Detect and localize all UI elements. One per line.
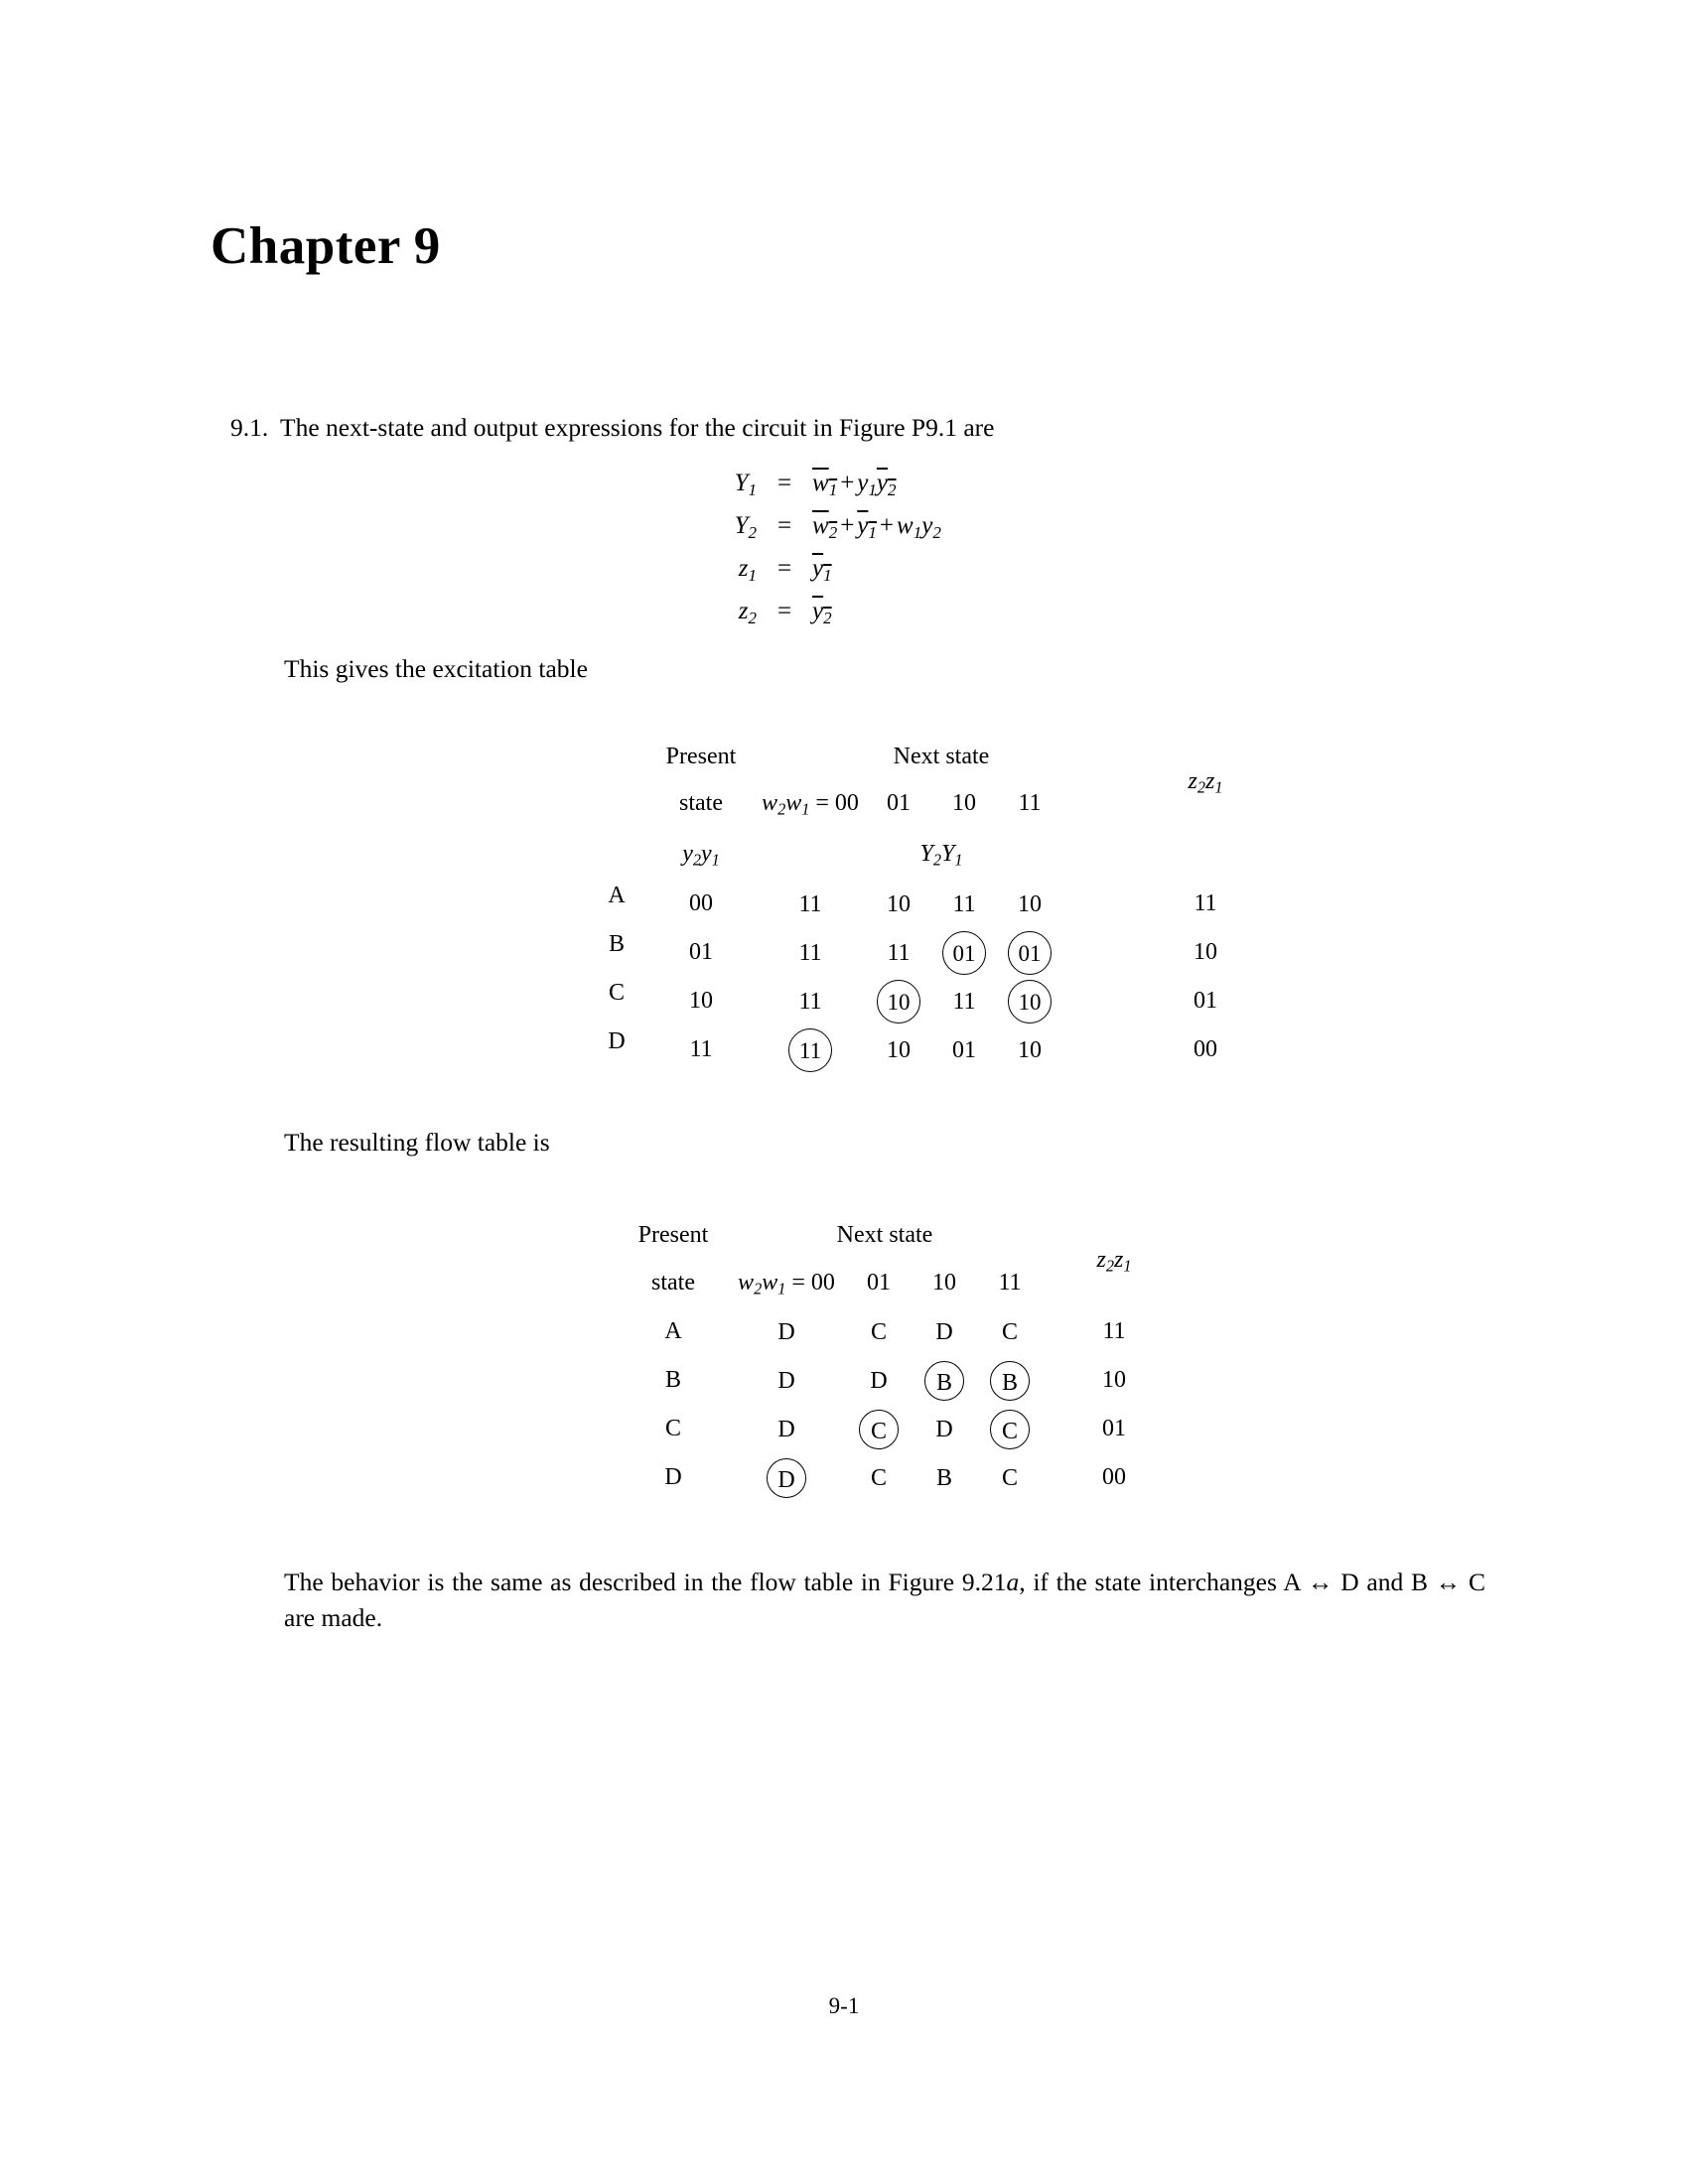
equation-equals: = [776,598,792,624]
output-value: 10 [1102,1367,1126,1393]
equation-equals: = [776,470,792,496]
next-state-cell-10: 01 [952,1036,976,1063]
next-state-cell-11: C [977,1405,1043,1453]
next-state-cell-01: D [870,1367,888,1394]
next-state-cell-10: B [935,1464,952,1491]
spacer-cell [1062,778,1128,828]
flow-table [620,1213,1160,1502]
closing-paragraph [284,1565,1485,1636]
spacer-cell [1043,1356,1068,1405]
closing-text-part2: , if the state interchanges A ↔ D and B ↔ C are made. [284,1568,1486,1633]
excitation-row-label-A: A [608,883,626,908]
table-row [620,1307,1160,1356]
next-state-cell-00: D [777,1416,795,1442]
page-footer: 9-1 [828,1993,860,2018]
spacer-cell [1043,1213,1068,1258]
problem-statement-text: The next-state and output expressions for the circuit in Figure P9.1 are [280,413,995,442]
spacer-cell [1062,880,1128,928]
next-state-cell-11: 10 [997,977,1062,1025]
next-state-cell-11: 01 [997,928,1062,977]
next-state-cell-11: 10 [1018,1036,1042,1063]
next-state-cell-00: D [777,1318,795,1345]
spacer-cell [1128,1025,1156,1074]
flow-row-label-A: A [664,1318,682,1344]
present-state-value: 10 [689,988,713,1014]
spacer-cell [1128,735,1156,778]
next-state-cell-01: C [870,1318,887,1345]
output-value: 00 [1102,1464,1126,1490]
present-state-label-line1: Present [637,1222,709,1248]
excitation-table-grid [647,735,1255,1074]
input-col-11: 11 [998,1269,1022,1296]
flow-row-label-C: C [664,1416,681,1441]
input-col-01: 01 [867,1269,891,1296]
spacer-cell [1062,1025,1128,1074]
spacer-cell [1128,778,1156,828]
next-state-cell-01: C [846,1405,912,1453]
table-row [647,928,1255,977]
spacer-cell [1043,1453,1068,1502]
output-label: $z_2z_1$ [1188,767,1223,797]
equation-rhs-z1: $y_1$ [812,555,832,585]
equation-rhs-Y2: $w_2 + y_1 + w_1y_2$ [812,512,941,542]
equation-row-Y1 [695,469,941,511]
spacer-cell [1128,928,1156,977]
output-value: 01 [1102,1416,1126,1441]
output-value: 00 [1194,1036,1217,1062]
present-state-label-line2: state [679,789,723,816]
flow-table-intro: The resulting flow table is [284,1128,550,1157]
next-state-cell-11: C [1001,1464,1018,1491]
input-col-11: 11 [1018,789,1042,816]
equation-rhs-Y1: $w_1 + y_1y_2$ [812,470,897,499]
closing-text-part1: The behavior is the same as described in the flow table in Figure 9.21 [284,1568,1007,1596]
input-col-10: 10 [932,1269,956,1296]
next-state-cell-11: 10 [1018,890,1042,917]
flow-row-label-D: D [664,1464,682,1490]
output-label: $z_2z_1$ [1096,1247,1132,1276]
table-row [647,977,1255,1025]
input-label: $w_2w_1 = 00$ [762,789,859,819]
equation-rhs-z2: $y_2$ [812,598,832,627]
equation-row-z1 [695,554,941,597]
next-state-cell-10: D [935,1318,953,1345]
table-row [620,1356,1160,1405]
excitation-row-label-D: D [608,1028,626,1054]
flow-header-row-1 [620,1213,1160,1258]
equation-row-z2 [695,597,941,639]
next-state-cell-10: 01 [931,928,997,977]
excitation-row-label-B: B [608,931,625,957]
table-row [647,880,1255,928]
spacer-cell [1156,828,1255,880]
problem-number: 9.1. [230,413,269,442]
next-state-label: Next state [893,743,990,769]
spacer-cell [1043,1258,1068,1307]
spacer-cell [1128,828,1156,880]
spacer-cell [1062,928,1128,977]
next-state-cell-00: D [727,1453,846,1502]
next-state-cell-01: 10 [866,977,931,1025]
equation-lhs-Y2: $Y_2$ [734,512,757,542]
present-state-value: 11 [689,1036,713,1062]
next-state-cell-10: D [935,1416,953,1442]
next-state-cell-00: D [777,1367,795,1394]
next-state-vars: $Y_2Y_1$ [919,840,963,870]
present-state-value: 01 [689,939,713,965]
excitation-table-intro: This gives the excitation table [284,654,588,683]
closing-text-italic: a [1006,1568,1020,1596]
equation-equals: = [776,512,792,539]
output-value: 01 [1194,988,1217,1014]
present-state-label-line1: Present [665,743,737,769]
next-state-cell-00: 11 [798,890,822,917]
output-value: 10 [1194,939,1217,965]
excitation-header-row-3 [647,828,1255,880]
equation-row-Y2 [695,511,941,554]
excitation-row-label-C: C [608,980,625,1006]
next-state-cell-01: 10 [887,890,911,917]
next-state-cell-01: 11 [887,939,911,966]
present-state-label-line2: state [651,1269,695,1296]
next-state-cell-11: B [977,1356,1043,1405]
excitation-table [647,735,1255,1074]
next-state-label: Next state [836,1222,933,1248]
input-label: $w_2w_1 = 00$ [738,1269,835,1298]
problem-statement [230,411,1481,445]
next-state-cell-10: B [912,1356,977,1405]
spacer-cell [1043,1307,1068,1356]
equation-lhs-Y1: $Y_1$ [734,470,757,499]
next-state-cell-00: 11 [798,939,822,966]
equation-lhs-z1: $z_1$ [738,555,757,585]
next-state-cell-00: 11 [798,988,822,1015]
output-value: 11 [1194,890,1217,916]
equation-lhs-z2: $z_2$ [738,598,757,627]
input-col-01: 01 [887,789,911,816]
next-state-cell-11: C [1001,1318,1018,1345]
table-row [620,1453,1160,1502]
page-title: Chapter 9 [211,217,441,275]
equation-equals: = [776,555,792,582]
output-value: 11 [1102,1318,1126,1344]
spacer-cell [1062,977,1128,1025]
next-state-cell-00: 11 [755,1025,866,1074]
next-state-cell-01: C [870,1464,887,1491]
flow-row-label-B: B [664,1367,681,1393]
next-state-cell-01: 10 [887,1036,911,1063]
next-state-cell-10: 11 [952,988,976,1015]
spacer-cell [1043,1405,1068,1453]
table-row [647,1025,1255,1074]
flow-table-grid [620,1213,1160,1502]
present-state-vars: $y_2y_1$ [682,840,720,870]
input-col-10: 10 [952,789,976,816]
present-state-value: 00 [689,890,713,916]
table-row [620,1405,1160,1453]
excitation-header-row-1 [647,735,1255,778]
spacer-cell [1128,880,1156,928]
equation-block [695,469,941,639]
spacer-cell [1128,977,1156,1025]
next-state-cell-10: 11 [952,890,976,917]
